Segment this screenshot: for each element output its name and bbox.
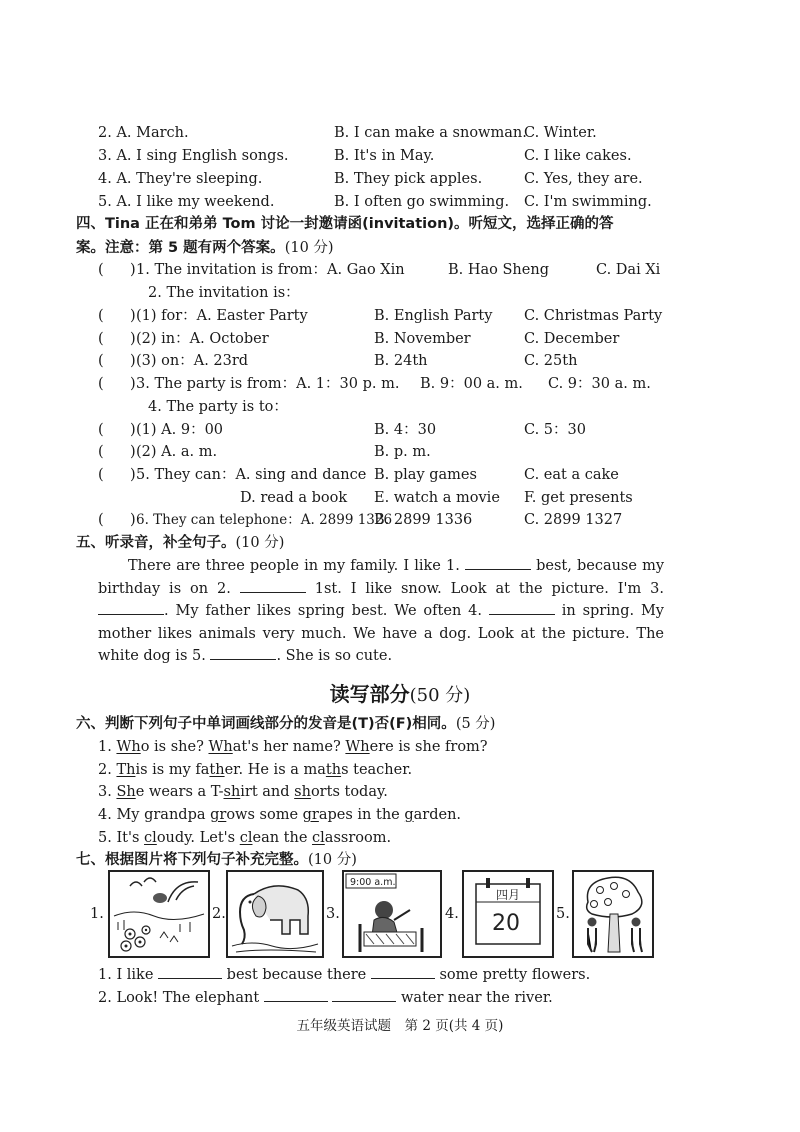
option-f: F. get presents (524, 490, 633, 506)
underlined-part: th (209, 762, 225, 778)
section-7-heading (76, 848, 357, 872)
item-text: 4. My grandpa (98, 807, 211, 823)
option-b: B. 4：30 (374, 422, 437, 438)
option-c: C. I like cakes. (524, 148, 632, 164)
item-text: orts today. (310, 784, 388, 800)
item-text: assroom. (324, 830, 392, 846)
underlined-part: Wh (116, 739, 141, 755)
underlined-part: Th (116, 762, 136, 778)
option-c: C. Yes, they are. (524, 171, 643, 187)
question-text: (2) A. a. m. (136, 444, 218, 460)
answer-paren-open: ( (98, 444, 104, 460)
question-text: (1) A. 9：00 (136, 422, 224, 438)
sec7-sentence-2 (98, 987, 670, 1009)
sentence-text: 1. I like (98, 967, 154, 983)
question-text: 5. They can：A. sing and dance (136, 467, 367, 483)
picture-number-4: 4. (445, 906, 459, 922)
underlined-part: cl (239, 830, 253, 846)
apple-tree-picture (572, 870, 654, 958)
blank-2[interactable] (240, 578, 306, 593)
question-text: 1. The invitation is from：A. Gao Xin (136, 262, 405, 278)
item-text: arden. (413, 807, 462, 823)
option-a: 3. A. I sing English songs. (98, 148, 289, 164)
sec4-q5-more (98, 487, 670, 509)
section-7-title: 七、根据图片将下列句子补充完整。 (76, 852, 308, 868)
option-b: B. English Party (374, 308, 493, 324)
section-5-paragraph (98, 555, 664, 668)
answer-paren-close: ) (130, 467, 136, 483)
question-text: 2. The invitation is： (148, 285, 300, 301)
section-title-text: 读写部分 (329, 682, 410, 706)
section-4-points: (10 分) (284, 240, 334, 256)
option-e: E. watch a movie (374, 490, 500, 506)
sentence-text: some pretty flowers. (439, 967, 591, 983)
sec6-item-2 (98, 759, 670, 781)
item-text: 2. (98, 762, 117, 778)
option-c: C. 5：30 (524, 422, 586, 438)
underlined-part: gr (210, 807, 227, 823)
answer-paren-close: ) (130, 308, 136, 324)
question-text: 4. The party is to： (148, 399, 288, 415)
part-a-item-5 (98, 191, 670, 213)
option-c: C. Christmas Party (524, 308, 663, 324)
picture-number-3: 3. (326, 906, 340, 922)
underlined-part: sh (294, 784, 311, 800)
picture-number-5: 5. (556, 906, 570, 922)
picture-number-2: 2. (212, 906, 226, 922)
calendar-picture (462, 870, 554, 958)
paragraph-text: . My father likes spring best. We often 4. (164, 603, 482, 619)
answer-paren-open: ( (98, 353, 104, 369)
paragraph-text: best, because my birthday is on 2. (98, 558, 665, 597)
sec4-q3 (98, 373, 670, 395)
sec4-q4-2 (98, 441, 670, 463)
blank-5[interactable] (210, 645, 276, 660)
option-b: B. It's in May. (334, 148, 435, 164)
question-text: (1) for：A. Easter Party (136, 308, 308, 324)
answer-paren-open: ( (98, 262, 104, 278)
option-c: C. Winter. (524, 125, 597, 141)
option-b: B. I can make a snowman. (334, 125, 527, 141)
calendar-day: 20 (492, 911, 520, 936)
option-b: B. play games (374, 467, 477, 483)
underlined-part: cl (144, 830, 157, 846)
question-text: (3) on：A. 23rd (136, 353, 249, 369)
section-title-points: (50 分) (409, 685, 471, 706)
item-text: at's her name? (232, 739, 346, 755)
wake-up-picture (342, 870, 442, 958)
question-text: 3. The party is from：A. 1：30 p. m. (136, 376, 400, 392)
picture-number-1: 1. (90, 906, 104, 922)
sec4-q6 (98, 509, 670, 531)
item-text: e wears a T- (135, 784, 224, 800)
underlined-part: Sh (116, 784, 136, 800)
sec4-q4 (98, 396, 670, 418)
blank-2[interactable] (371, 964, 435, 979)
sec4-q4-1 (98, 419, 670, 441)
option-c: C. 25th (524, 353, 578, 369)
option-b: B. Hao Sheng (448, 262, 549, 278)
section-4-heading-line1: 四、Tina 正在和弟弟 Tom 讨论一封邀请函(invitation)。听短文，选择正确的答 (76, 216, 614, 232)
item-text: ean the (252, 830, 313, 846)
answer-paren-close: ) (130, 512, 136, 528)
answer-paren-close: ) (130, 444, 136, 460)
answer-paren-open: ( (98, 512, 104, 528)
sec4-q2-2 (98, 328, 670, 350)
underlined-part: gr (302, 807, 319, 823)
sentence-text: 2. Look! The elephant (98, 990, 260, 1006)
option-b: B. November (374, 331, 471, 347)
item-text: 5. It's (98, 830, 145, 846)
blank-4[interactable] (489, 600, 555, 615)
underlined-part: Wh (345, 739, 370, 755)
option-a: 4. A. They're sleeping. (98, 171, 263, 187)
part-a-item-2 (98, 122, 670, 144)
answer-paren-open: ( (98, 331, 104, 347)
underlined-part: g (404, 807, 414, 823)
picture-row (90, 870, 650, 960)
item-text: o is she? (140, 739, 209, 755)
option-c: C. eat a cake (524, 467, 619, 483)
answer-paren-close: ) (130, 262, 136, 278)
item-text: s teacher. (341, 762, 413, 778)
sec6-item-5 (98, 827, 670, 849)
sec6-item-4 (98, 804, 670, 826)
item-text: ows some (226, 807, 303, 823)
option-b: B. 24th (374, 353, 428, 369)
paragraph-text: 1st. I like snow. Look at the picture. I'm 3. (314, 580, 664, 597)
item-text: er. He is a ma (224, 762, 326, 778)
option-a: 2. A. March. (98, 125, 189, 141)
blank-1[interactable] (264, 987, 328, 1002)
section-6-heading (76, 712, 495, 736)
underlined-part: sh (223, 784, 241, 800)
question-text: 6. They can telephone：A. 2899 1326 (136, 512, 393, 528)
option-c: C. 2899 1327 (524, 512, 623, 528)
item-text: 3. (98, 784, 117, 800)
underlined-part: cl (312, 830, 325, 846)
option-a: 5. A. I like my weekend. (98, 194, 275, 210)
calendar-month: 四月 (496, 888, 521, 902)
spring-flowers-picture (108, 870, 210, 958)
option-c: C. December (524, 331, 620, 347)
sentence-text: best because there (226, 967, 367, 983)
blank-2[interactable] (332, 987, 396, 1002)
section-4-note: 案。注意：第 5 题有两个答案。 (76, 240, 285, 256)
section-5-points: (10 分) (235, 535, 285, 551)
section-6-title: 六、判断下列句子中单词画线部分的发音是(T)否(F)相同。 (76, 716, 456, 732)
boy-in-bed-icon (344, 872, 440, 956)
item-text: irt and (240, 784, 295, 800)
answer-paren-close: ) (130, 331, 136, 347)
option-d: D. read a book (240, 490, 348, 506)
underlined-part: Wh (208, 739, 233, 755)
sec4-q2-1 (98, 305, 670, 327)
sentence-text: water near the river. (401, 990, 553, 1006)
answer-paren-open: ( (98, 308, 104, 324)
blank-1[interactable] (158, 964, 222, 979)
paragraph-text: . She is so cute. (276, 648, 393, 664)
option-c: C. 9：30 a. m. (548, 376, 651, 392)
sec4-q5 (98, 464, 670, 486)
calendar-icon (464, 872, 552, 956)
option-c: C. I'm swimming. (524, 194, 652, 210)
item-text: ere is she from? (369, 739, 488, 755)
blank-1[interactable] (465, 555, 531, 570)
question-text: (2) in：A. October (136, 331, 269, 347)
sec4-q2 (98, 282, 670, 304)
item-text: 1. (98, 739, 117, 755)
answer-paren-open: ( (98, 422, 104, 438)
section-5-title: 五、听录音，补全句子。 (76, 535, 236, 551)
elephant-picture (226, 870, 324, 958)
item-text: is is my fa (135, 762, 210, 778)
answer-paren-close: ) (130, 376, 136, 392)
paragraph-text: There are three people in my family. I like 1. (128, 558, 460, 574)
answer-paren-close: ) (130, 422, 136, 438)
sec4-q1 (98, 259, 670, 281)
section-4-heading-line2 (76, 236, 334, 260)
reading-writing-title (0, 678, 800, 707)
sec6-item-1 (98, 736, 670, 758)
page-footer: 五年级英语试题 第 2 页(共 4 页) (296, 1018, 504, 1034)
option-b: B. 2899 1336 (374, 512, 473, 528)
section-5-heading (76, 531, 284, 555)
paragraph-text: in spring. My mother likes animals very much. We have a dog. Look at the picture. The white dog is 5. (98, 603, 665, 664)
section-6-points: (5 分) (455, 716, 496, 732)
answer-paren-open: ( (98, 376, 104, 392)
part-a-item-4 (98, 168, 670, 190)
item-text: apes in the (318, 807, 405, 823)
clock-label: 9:00 a.m. (350, 877, 396, 888)
elephant-icon (228, 872, 322, 956)
option-b: B. They pick apples. (334, 171, 483, 187)
apple-tree-icon (574, 872, 652, 956)
sec4-q2-3 (98, 350, 670, 372)
option-c: C. Dai Xi (596, 262, 661, 278)
sec7-sentence-1 (98, 964, 670, 986)
option-b: B. I often go swimming. (334, 194, 510, 210)
spring-flowers-icon (110, 872, 208, 956)
underlined-part: th (325, 762, 342, 778)
blank-3[interactable] (98, 600, 164, 615)
item-text: oudy. Let's (156, 830, 240, 846)
part-a-item-3 (98, 145, 670, 167)
sec6-item-3 (98, 781, 670, 803)
option-b: B. p. m. (374, 444, 431, 460)
answer-paren-close: ) (130, 353, 136, 369)
answer-paren-open: ( (98, 467, 104, 483)
section-7-points: (10 分) (308, 852, 357, 868)
option-b: B. 9：00 a. m. (420, 376, 523, 392)
